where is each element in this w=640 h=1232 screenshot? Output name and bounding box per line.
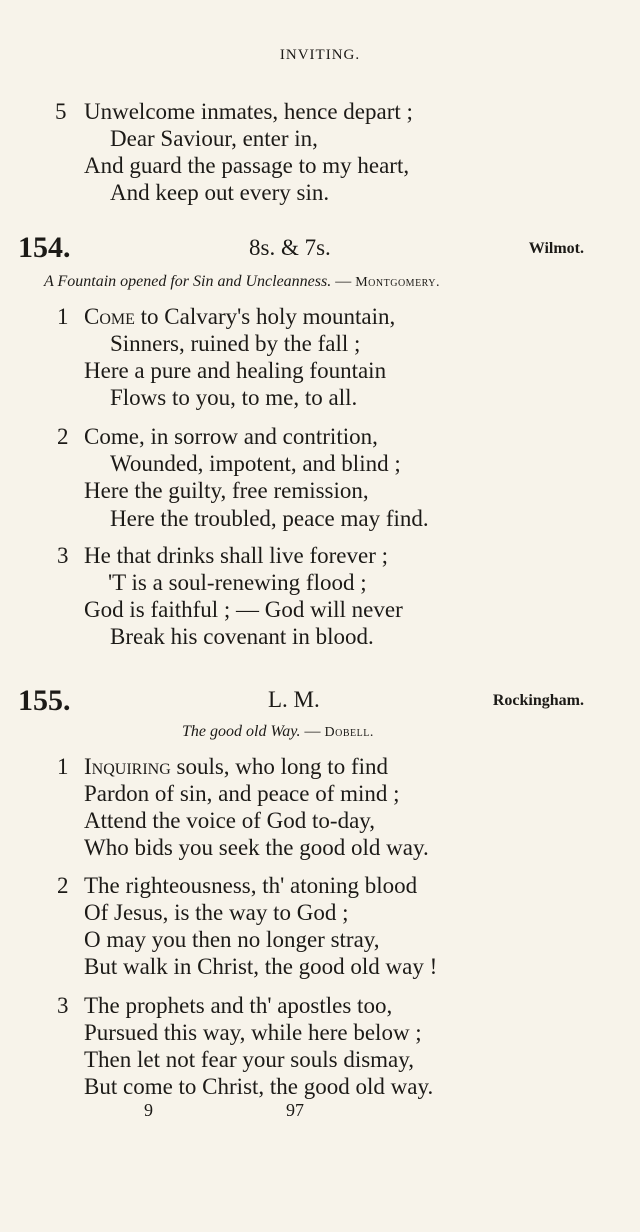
hymn-meter: 8s. & 7s. bbox=[249, 235, 331, 260]
verse-number: 1 bbox=[57, 304, 69, 329]
verse-number: 2 bbox=[57, 424, 69, 449]
running-head: INVITING. bbox=[279, 47, 361, 63]
verse-line: Come, in sorrow and contrition, bbox=[84, 424, 378, 449]
verse-line: But walk in Christ, the good old way ! bbox=[84, 954, 438, 979]
verse-first-rest: souls, who long to find bbox=[170, 754, 388, 779]
hymn-number: 154. bbox=[18, 231, 71, 264]
verse-line: The prophets and th' apostles too, bbox=[84, 993, 393, 1018]
verse-line: Unwelcome inmates, hence depart ; bbox=[84, 99, 413, 124]
tune-name: Rockingham. bbox=[492, 692, 584, 709]
verse-line: Who bids you seek the good old way. bbox=[84, 835, 429, 860]
verse-line: Dear Saviour, enter in, bbox=[110, 126, 318, 151]
verse-line bbox=[84, 755, 388, 778]
verse-number: 1 bbox=[57, 754, 69, 779]
verse-line: God is faithful ; — God will never bbox=[84, 597, 403, 622]
subtitle-dash: — bbox=[300, 723, 325, 740]
subtitle-text: The good old Way. bbox=[182, 723, 301, 740]
author-name: Dobell. bbox=[324, 725, 374, 740]
verse-first-word: Come bbox=[84, 304, 135, 329]
verse-line: O may you then no longer stray, bbox=[84, 927, 380, 952]
verse-line: Here a pure and healing fountain bbox=[84, 358, 387, 383]
verse-line: Here the troubled, peace may find. bbox=[110, 506, 429, 531]
hymn-number: 155. bbox=[18, 684, 71, 717]
page-number: 97 bbox=[286, 1100, 304, 1120]
verse-line: Of Jesus, is the way to God ; bbox=[84, 900, 349, 925]
verse-line: Pursued this way, while here below ; bbox=[84, 1020, 422, 1045]
verse-number: 3 bbox=[57, 543, 69, 568]
verse-line: Flows to you, to me, to all. bbox=[110, 385, 358, 410]
verse-number: 5 bbox=[55, 99, 67, 124]
verse-line: He that drinks shall live forever ; bbox=[84, 543, 389, 568]
subtitle-text: A Fountain opened for Sin and Uncleanness. bbox=[44, 273, 332, 290]
verse-line: Attend the voice of God to-day, bbox=[84, 808, 376, 833]
verse-line: But come to Christ, the good old way. bbox=[84, 1074, 434, 1099]
verse-line: Here the guilty, free remission, bbox=[84, 478, 369, 503]
tune-name: Wilmot. bbox=[528, 240, 584, 257]
hymn-meter: L. M. bbox=[268, 687, 320, 712]
verse-line: And keep out every sin. bbox=[110, 180, 330, 205]
subtitle-dash: — bbox=[331, 273, 356, 290]
verse-number: 2 bbox=[57, 873, 69, 898]
verse-line: The righteousness, th' atoning blood bbox=[84, 873, 418, 898]
verse-line: Sinners, ruined by the fall ; bbox=[110, 331, 361, 356]
verse-line bbox=[84, 305, 395, 328]
hymn-subtitle bbox=[182, 724, 374, 740]
verse-first-word: Inquiring bbox=[84, 754, 171, 779]
author-name: Montgomery. bbox=[355, 275, 441, 290]
verse-line: 'T is a soul-renewing flood ; bbox=[108, 570, 367, 595]
verse-line: Then let not fear your souls dismay, bbox=[84, 1047, 415, 1072]
verse-line: And guard the passage to my heart, bbox=[84, 153, 410, 178]
verse-first-rest: to Calvary's holy mountain, bbox=[134, 304, 396, 329]
verse-line: Pardon of sin, and peace of mind ; bbox=[84, 781, 400, 806]
verse-line: Wounded, impotent, and blind ; bbox=[110, 451, 401, 476]
verse-line: Break his covenant in blood. bbox=[110, 624, 374, 649]
verse-number: 3 bbox=[57, 993, 69, 1018]
signature-mark: 9 bbox=[144, 1100, 153, 1120]
hymn-subtitle bbox=[44, 274, 440, 290]
